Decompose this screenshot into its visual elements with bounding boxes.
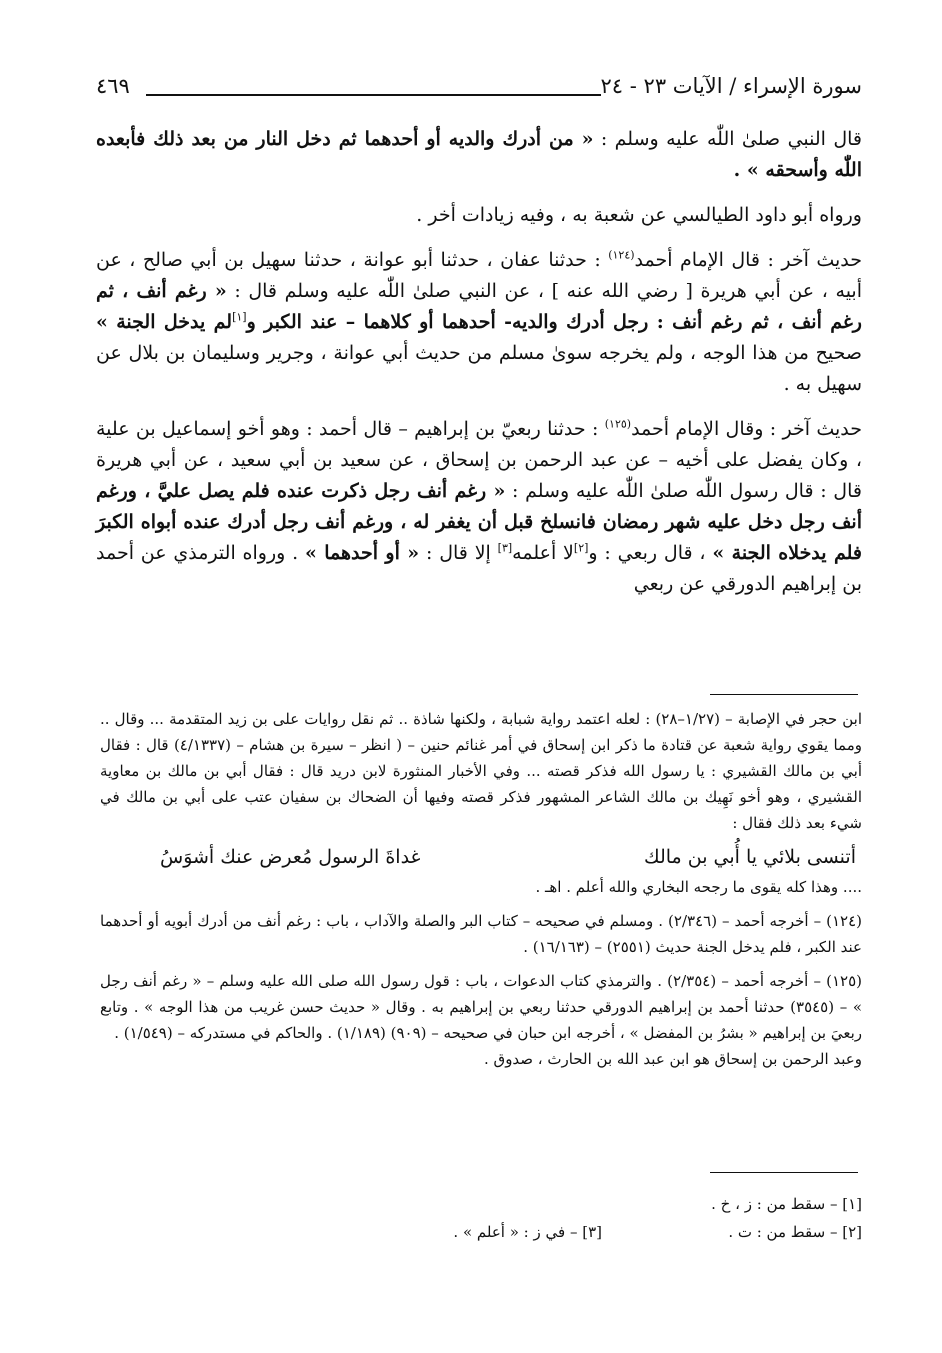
main-text bbox=[96, 124, 862, 614]
p4-hadith-quote-1: « رغم أنف رجل ذكرت عنده فلم يصل عليَّ ، ورغم أنف رجل دخل عليه شهر رمضان فانسلخ قبل أن يغفر له ، ورغم أنف رجل أدرك عنده أبواه الكبرَ فلم يدخلاه الجنة » bbox=[96, 480, 862, 564]
footnote-continued bbox=[100, 706, 862, 836]
p4-text-3: ، قال ربعي : و bbox=[588, 542, 713, 564]
footnote-125 bbox=[100, 968, 862, 1072]
p4-text-2: : حدثنا ربعيّ بن إبراهيم – قال أحمد : وهو أخو إسماعيل بن علية ، وكان يفضل على أخيه – عن عبد الرحمن بن إسحاق ، عن سعيد بن أبي سعيد ، عن أبي هريرة قال : قال رسول اللّٰه صلىٰ اللّٰه عليه وسلم : bbox=[96, 418, 862, 502]
textnote-3: [٣] – في ز : « أعلم » . bbox=[453, 1223, 602, 1241]
paragraph-1 bbox=[96, 124, 862, 186]
verse-first-hemistich: أتنسى بلائي يا أُبي بن مالك bbox=[643, 846, 856, 868]
p3-text-2: : حدثنا عفان ، حدثنا أبو عوانة ، حدثنا سهيل بن أبي صالح ، عن أبيه ، عن أبي هريرة [ رضي الله عنه ] ، عن النبي صلىٰ اللّٰه عليه وسلم قال : bbox=[96, 249, 862, 302]
textnote-ref-2[interactable]: [٢] bbox=[573, 541, 589, 555]
textnote-2: [٢] – سقط من : ت . bbox=[728, 1223, 862, 1241]
footnote-125-text: (١٢٥) – أخرجه أحمد – (٢/٣٥٤) . والترمذي كتاب الدعوات ، باب : قول رسول الله صلى الله عليه وسلم – « رغم أنف رجل » – (٣٥٤٥) حدثنا أحمد بن إبراهيم الدورقي حدثنا ربعي بن إبراهيم به . وقال « حديث حسن غريب من هذا الوجه » . وتابع ربعيَ بن إبراهيم « بشرُ بن المفضل » ، أخرجه ابن حبان في صحيحه – (٩٠٩) (١/١٨٩) . والحاكم في مستدركه – (١/٥٤٩) . bbox=[100, 972, 863, 1042]
p4-hadith-quote-2: « أو أحدهما » bbox=[304, 542, 420, 564]
textnote-row-2 bbox=[240, 1218, 862, 1246]
p1-text: قال النبي صلىٰ اللّٰه عليه وسلم : bbox=[593, 128, 863, 150]
textnotes-separator bbox=[710, 1172, 858, 1173]
p3-text-3: صحيح من هذا الوجه ، ولم يخرجه سوىٰ مسلم من حديث أبي عوانة ، وجرير وسليمان بن بلال عن سهيل به . bbox=[96, 342, 862, 395]
page-number: ٤٦٩ bbox=[96, 74, 130, 98]
footnote-separator bbox=[710, 694, 858, 695]
p4-text-1: حديث آخر : وقال الإمام أحمد bbox=[631, 418, 862, 440]
textnote-row-1 bbox=[240, 1190, 862, 1218]
p3-hadith-quote-1: « رغم أنف ، ثم رغم أنف ، ثم رغم أنف : رجل أدرك والديه- أحدهما أو كلاهما – عند الكبر و bbox=[96, 280, 862, 333]
running-title: سورة الإسراء / الآيات ٢٣ - ٢٤ bbox=[600, 74, 862, 98]
textnote-ref-3[interactable]: [٣] bbox=[497, 541, 513, 555]
footnote-continued-end: .... وهذا كله يقوى ما رجحه البخاري والله أعلم . اهـ . bbox=[535, 878, 862, 896]
p3-text-1: حديث آخر : قال الإمام أحمد bbox=[634, 249, 862, 271]
textnote-1: [١] – سقط من : ز ، خ . bbox=[711, 1195, 862, 1213]
textual-notes bbox=[240, 1190, 862, 1246]
running-header bbox=[96, 74, 862, 108]
verse-second-hemistich: غداةَ الرسول مُعرض عنك أشوَسُ bbox=[160, 846, 421, 868]
footnotes bbox=[100, 706, 862, 1080]
footnote-ref-125[interactable]: (١٢٥) bbox=[604, 417, 632, 431]
paragraph-3 bbox=[96, 245, 862, 400]
paragraph-2: ورواه أبو داود الطيالسي عن شعبة به ، وفيه زيادات أخر . bbox=[416, 204, 862, 226]
p1-hadith-quote: « من أدرك والديه أو أحدهما ثم دخل النار من بعد ذلك فأبعده اللّٰه وأسحقه » . bbox=[96, 128, 862, 181]
footnote-125-end: وعبد الرحمن بن إسحاق هو ابن عبد الله بن الحارث ، صدوق . bbox=[484, 1050, 862, 1068]
poetry-verse bbox=[100, 844, 862, 870]
p4-text-4: لا أعلمه bbox=[512, 542, 574, 564]
header-rule bbox=[146, 94, 601, 96]
footnote-ref-124[interactable]: (١٢٤) bbox=[608, 248, 635, 262]
paragraph-4 bbox=[96, 414, 862, 600]
footnote-continued-text: ابن حجر في الإصابة – (١/٢٧–٢٨) : لعله اعتمد رواية شبابة ، ولكنها شاذة .. ثم نقل روايات على بن زيد المتقدمة ... وقال .. ومما يقوي رواية شعبة عن قتادة ما ذكر ابن إسحاق في أمر غنائم حنين – ( انظر – سيرة بن هشام – (٤/١٣٣٧) قال : فقال أبي بن مالك القشيري : يا رسول الله فذكر قصته ... وفي الأخبار المنثورة لابن دريد قال : فقال أبي بن مالك بن معاوية القشيري ، وهو أخو نَهِيك بن مالك الشاعر المشهور فذكر قصته وفيها أن الضحاك بن سفيان عتب على أبي بن مالك في شيء بعد ذلك فقال : bbox=[100, 710, 862, 832]
textnote-ref-1[interactable]: [١] bbox=[232, 310, 247, 324]
p4-text-5: إلا قال : bbox=[419, 542, 498, 564]
p4-text-6: . ورواه الترمذي عن أحمد بن إبراهيم الدورقي عن ربعي bbox=[96, 542, 862, 595]
footnote-124: (١٢٤) – أخرجه أحمد – (٢/٣٤٦) . ومسلم في صحيحه – كتاب البر والصلة والآداب ، باب : رغم أنف من أدرك أبويه أو أحدهما عند الكبر ، فلم يدخل الجنة حديث (٢٥٥١) – (١٦/١٦٣) . bbox=[100, 912, 862, 956]
p3-hadith-quote-2: لم يدخل الجنة » bbox=[96, 311, 233, 333]
